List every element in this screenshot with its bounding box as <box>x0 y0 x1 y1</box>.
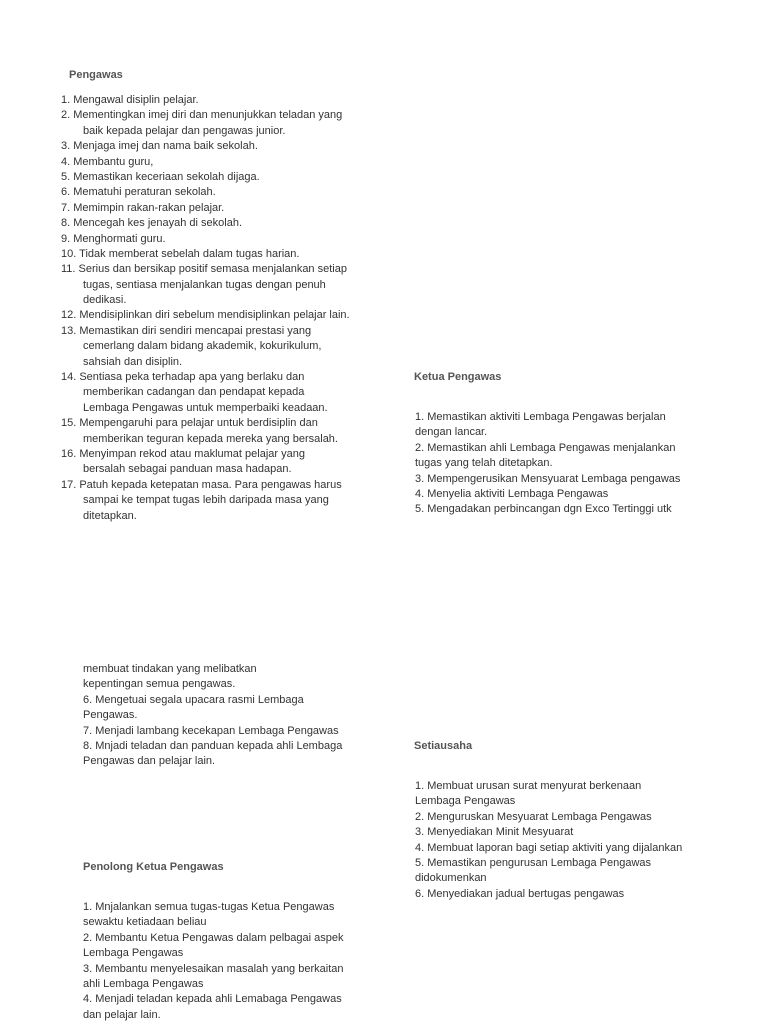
pengawas-list <box>61 93 381 524</box>
pengawas-item-line: 15. Mempengaruhi para pelajar untuk berdisiplin dan <box>61 417 318 430</box>
pengawas-item-line: memberikan cadangan dan pendapat kepada <box>83 386 305 399</box>
setiausaha-line: 1. Membuat urusan surat menyurat berkenaan <box>415 780 642 792</box>
pengawas-item-line: baik kepada pelajar dan pengawas junior. <box>83 124 286 137</box>
pengawas-item <box>61 247 381 262</box>
pengawas-item <box>61 232 381 247</box>
pengawas-item-line: 12. Mendisiplinkan diri sebelum mendisiplinkan pelajar lain. <box>61 309 350 322</box>
pengawas-item-line: 14. Sentiasa peka terhadap apa yang berlaku dan <box>61 371 305 384</box>
pengawas-item <box>61 108 381 139</box>
penolong-ketua-pengawas-line: 3. Membantu menyelesaikan masalah yang berkaitan <box>83 962 344 975</box>
setiausaha-heading: Setiausaha <box>414 740 473 752</box>
setiausaha-line: Lembaga Pengawas <box>415 795 516 808</box>
pengawas-item <box>61 478 381 524</box>
pengawas-item-line: 1. Mengawal disiplin pelajar. <box>61 94 199 106</box>
pengawas-item <box>61 416 381 447</box>
ketua-pengawas-cont-line: 6. Mengetuai segala upacara rasmi Lembaga <box>83 693 304 706</box>
pengawas-item-line: cemerlang dalam bidang akademik, kokurikulum, <box>83 340 322 353</box>
ketua-pengawas-list <box>415 410 715 518</box>
penolong-ketua-pengawas-line: ahli Lembaga Pengawas <box>83 977 204 990</box>
pengawas-item <box>61 308 381 323</box>
setiausaha-line: 5. Memastikan pengurusan Lembaga Pengawas <box>415 856 652 869</box>
ketua-pengawas-cont-line: membuat tindakan yang melibatkan <box>83 663 257 675</box>
penolong-ketua-pengawas-heading: Penolong Ketua Pengawas <box>83 861 224 873</box>
ketua-pengawas-line: dengan lancar. <box>415 426 488 439</box>
pengawas-item-line: bersalah sebagai panduan masa hadapan. <box>83 463 292 476</box>
pengawas-heading: Pengawas <box>69 69 123 81</box>
setiausaha-line: 4. Membuat laporan bagi setiap aktiviti yang dijalankan <box>415 841 683 854</box>
penolong-ketua-pengawas-line: 4. Menjadi teladan kepada ahli Lemabaga Pengawas <box>83 993 342 1006</box>
pengawas-item <box>61 170 381 185</box>
pengawas-item-line: 16. Menyimpan rekod atau maklumat pelajar yang <box>61 447 305 460</box>
ketua-pengawas-line: tugas yang telah ditetapkan. <box>415 457 553 470</box>
penolong-ketua-pengawas-line: 1. Mnjalankan semua tugas-tugas Ketua Pengawas <box>83 901 335 913</box>
ketua-pengawas-line: 5. Mengadakan perbincangan dgn Exco Tertinggi utk <box>415 503 672 516</box>
ketua-pengawas-cont-line: 8. Mnjadi teladan dan panduan kepada ahli Lembaga <box>83 739 343 752</box>
ketua-pengawas-cont-line: 7. Menjadi lambang kecekapan Lembaga Pengawas <box>83 724 339 737</box>
ketua-pengawas-line: 1. Memastikan aktiviti Lembaga Pengawas berjalan <box>415 411 666 423</box>
setiausaha-line: didokumenkan <box>415 872 487 885</box>
pengawas-item <box>61 185 381 200</box>
ketua-pengawas-cont-line: Pengawas dan pelajar lain. <box>83 755 216 768</box>
pengawas-item-line: 4. Membantu guru, <box>61 155 154 168</box>
ketua-pengawas-list-continued <box>83 662 383 770</box>
penolong-ketua-pengawas-line: dan pelajar lain. <box>83 1008 161 1021</box>
pengawas-item-line: memberikan teguran kepada mereka yang bersalah. <box>83 432 338 445</box>
pengawas-item <box>61 93 381 108</box>
pengawas-item-line: 9. Menghormati guru. <box>61 232 166 245</box>
setiausaha-line: 3. Menyediakan Minit Mesyuarat <box>415 826 574 839</box>
pengawas-item-line: tugas, sentiasa menjalankan tugas dengan penuh <box>83 278 326 291</box>
pengawas-item-line: 10. Tidak memberat sebelah dalam tugas harian. <box>61 247 300 260</box>
pengawas-item-line: 6. Mematuhi peraturan sekolah. <box>61 186 216 199</box>
pengawas-item-line: 3. Menjaga imej dan nama baik sekolah. <box>61 140 258 153</box>
penolong-ketua-pengawas-line: Lembaga Pengawas <box>83 947 184 960</box>
pengawas-item-line: 8. Mencegah kes jenayah di sekolah. <box>61 217 243 230</box>
pengawas-item-line: Lembaga Pengawas untuk memperbaiki keadaan. <box>83 401 328 414</box>
penolong-ketua-pengawas-line: 2. Membantu Ketua Pengawas dalam pelbagai aspek <box>83 931 344 944</box>
ketua-pengawas-line: 2. Memastikan ahli Lembaga Pengawas menjalankan <box>415 441 676 454</box>
pengawas-item <box>61 201 381 216</box>
penolong-ketua-pengawas-list <box>83 900 383 1023</box>
pengawas-item-line: 5. Memastikan keceriaan sekolah dijaga. <box>61 170 260 183</box>
pengawas-item-line: sahsiah dan disiplin. <box>83 355 183 368</box>
pengawas-item-line: 2. Mementingkan imej diri dan menunjukkan teladan yang <box>61 109 343 122</box>
ketua-pengawas-cont-line: kepentingan semua pengawas. <box>83 678 236 691</box>
ketua-pengawas-cont-line: Pengawas. <box>83 709 138 722</box>
pengawas-item-line: sampai ke tempat tugas lebih daripada masa yang <box>83 494 329 507</box>
pengawas-item <box>61 155 381 170</box>
setiausaha-line: 6. Menyediakan jadual bertugas pengawas <box>415 887 625 900</box>
setiausaha-line: 2. Menguruskan Mesyuarat Lembaga Pengawas <box>415 810 652 823</box>
pengawas-item <box>61 139 381 154</box>
pengawas-item <box>61 370 381 416</box>
pengawas-item-line: ditetapkan. <box>83 509 137 522</box>
pengawas-item <box>61 262 381 308</box>
pengawas-item-line: 11. Serius dan bersikap positif semasa menjalankan setiap <box>61 263 347 276</box>
setiausaha-list <box>415 779 735 902</box>
pengawas-item <box>61 447 381 478</box>
ketua-pengawas-heading: Ketua Pengawas <box>414 371 502 383</box>
pengawas-item-line: 7. Memimpin rakan-rakan pelajar. <box>61 201 225 214</box>
ketua-pengawas-line: 3. Mempengerusikan Mensyuarat Lembaga pengawas <box>415 472 681 485</box>
pengawas-item-line: 13. Memastikan diri sendiri mencapai prestasi yang <box>61 324 312 337</box>
ketua-pengawas-line: 4. Menyelia aktiviti Lembaga Pengawas <box>415 487 609 500</box>
pengawas-item-line: dedikasi. <box>83 294 127 307</box>
pengawas-item <box>61 324 381 370</box>
penolong-ketua-pengawas-line: sewaktu ketiadaan beliau <box>83 916 207 929</box>
pengawas-item <box>61 216 381 231</box>
pengawas-item-line: 17. Patuh kepada ketepatan masa. Para pengawas harus <box>61 478 342 491</box>
